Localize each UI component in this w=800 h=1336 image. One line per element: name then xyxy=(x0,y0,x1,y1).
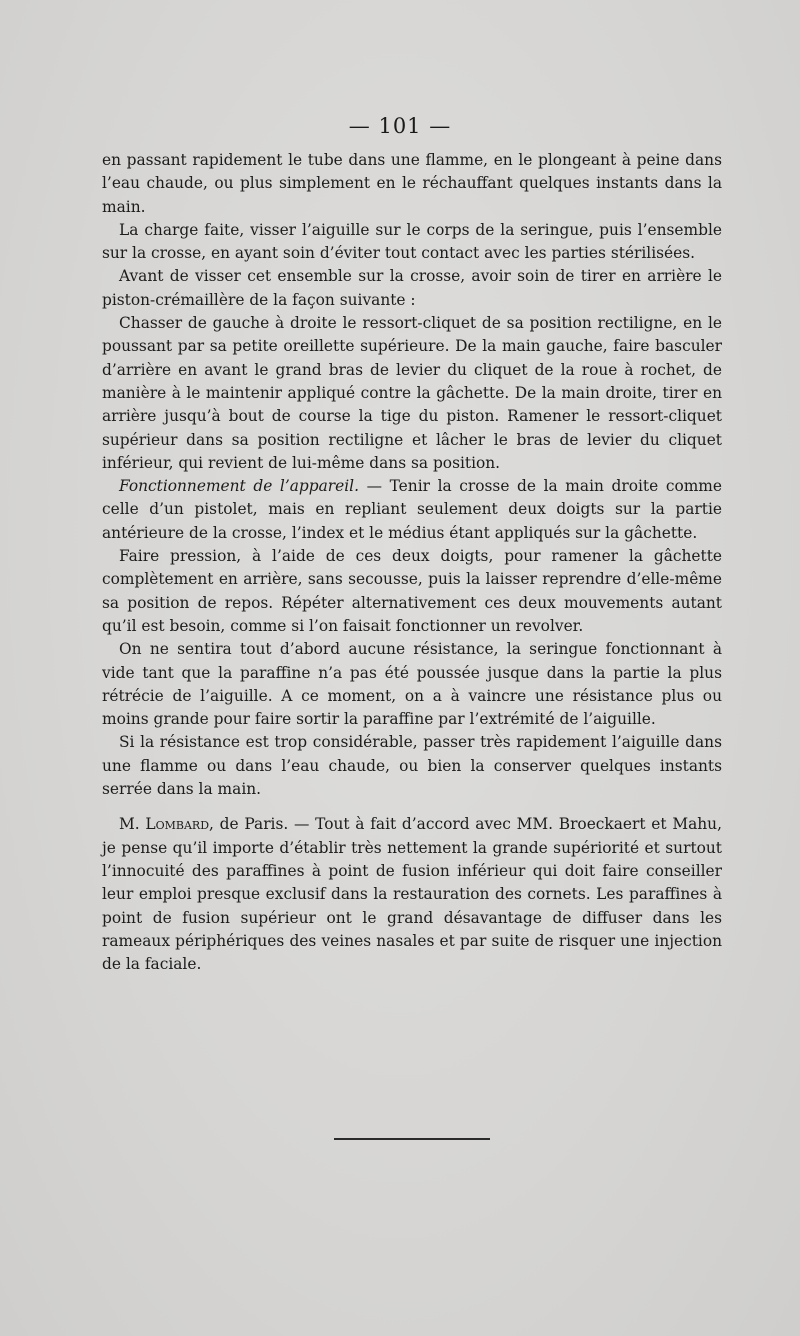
section-lead: Fonctionnement de l’appareil. xyxy=(119,477,359,496)
paragraph-7: On ne sentira tout d’abord aucune résistance, la seringue fonctionnant à vide tant que la paraffine n’a pas été poussée jusque dans la partie la plus rétrécie de l’aiguille. A ce moment, on a à vaincre une résistance plus ou moins grande pour faire sortir la paraffine par l’extrémité de l’aiguille. xyxy=(102,640,722,729)
page-number: — 101 — xyxy=(348,114,452,138)
paragraph-1: en passant rapidement le tube dans une flamme, en le plongeant à peine dans l’eau chaude, ou plus simplement en le réchauffant quelques instants dans la main. xyxy=(102,151,722,216)
closing-rule xyxy=(334,1138,490,1140)
paragraph-5-text: — Tenir la crosse de la main droite comme celle d’un pistolet, mais en repliant seulement deux doigts sur la partie antérieure de la crosse, l’index et le médius étant appliqués sur la gâchette. xyxy=(102,477,723,542)
paragraph-4: Chasser de gauche à droite le ressort-cliquet de sa position rectiligne, en le poussant par sa petite oreillette supérieure. De la main gauche, faire basculer d’arrière en avant le grand bras de levier du cliquet de la roue à rochet, de manière à le maintenir appliqué contre la gâchette. De la main droite, tirer en arrière jusqu’à bout de course la tige du piston. Ramener le ressort-cliquet supérieur dans sa position rectiligne et lâcher le bras de levier du cliquet inférieur, qui revient de lui-même dans sa position. xyxy=(102,314,722,472)
paragraph-6: Faire pression, à l’aide de ces deux doigts, pour ramener la gâchette complètement en arrière, sans secousse, puis la laisser reprendre d’elle-même sa position de repos. Répéter alternativement ces deux mouvements autant qu’il est besoin, comme si l’on faisait fonctionner un revolver. xyxy=(102,547,722,635)
body-text xyxy=(102,149,722,976)
paragraph-3: Avant de visser cet ensemble sur la crosse, avoir soin de tirer en arrière le piston-crémaillère de la façon suivante : xyxy=(102,267,722,309)
speaker-name: Lombard xyxy=(145,815,210,834)
speaker-prefix: M. xyxy=(119,815,146,834)
paragraph-8: Si la résistance est trop considérable, passer très rapidement l’aiguille dans une flamme ou dans l’eau chaude, ou bien la conserver quelques instants serrée dans la main. xyxy=(102,733,722,799)
paragraph-9-text: , de Paris. — Tout à fait d’accord avec MM. Broeckaert et Mahu, je pense qu’il importe d’établir très nettement la grande supériorité et surtout l’innocuité des paraffines à point de fusion inférieur qui doit faire conseiller leur emploi presque exclusif dans la restauration des cornets. Les paraffines à point de fusion supérieur ont le grand désavantage de diffuser dans les rameaux périphériques des veines nasales et par suite de risquer une injection de la faciale. xyxy=(102,815,722,974)
paragraph-2: La charge faite, visser l’aiguille sur le corps de la seringue, puis l’ensemble sur la crosse, en ayant soin d’éviter tout contact avec les parties stérilisées. xyxy=(102,220,722,263)
paragraph-9 xyxy=(102,813,722,976)
paragraph-5 xyxy=(102,475,722,545)
